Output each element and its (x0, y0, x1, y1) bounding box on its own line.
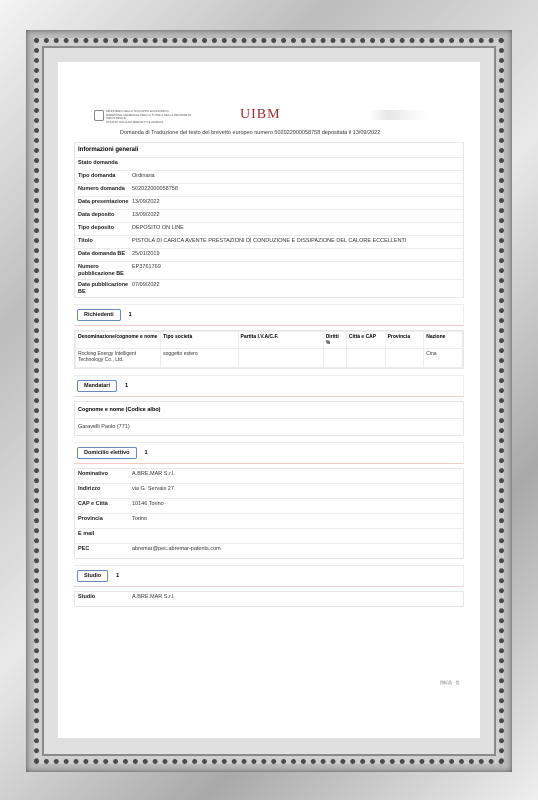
general-info-row-label: Data pubblicazione BE (78, 282, 129, 295)
ministry-heading (106, 110, 196, 124)
document-content (74, 107, 464, 613)
general-info-row-value: 13/09/2022 (132, 199, 160, 205)
document-page (58, 62, 480, 738)
general-info-row (75, 171, 463, 184)
general-info-row-label: Tipo domanda (78, 173, 116, 179)
richiedenti-table (75, 331, 463, 368)
general-info-row-label: Tipo deposito (78, 225, 114, 231)
general-info-row-label: Data deposito (78, 212, 115, 218)
general-info-row-value: 07/09/2022 (132, 282, 160, 288)
table-cell (346, 349, 385, 368)
mandatari-value: Garavelli Paolo (771) (78, 424, 130, 430)
mandatari-header: Cognome e nome (Codice albo) (75, 402, 463, 419)
domicilio-row-label: Nominativo (78, 471, 108, 477)
general-info-row (75, 236, 463, 249)
domicilio-row-value: Torino (132, 516, 147, 522)
domicilio-count: 1 (144, 450, 148, 456)
corner-stamp: 图标品 · 优 (440, 680, 460, 685)
domicilio-row-label: Provincia (78, 516, 103, 522)
general-info-row-value (130, 158, 463, 162)
domicilio-row (75, 544, 463, 558)
general-info-box (74, 142, 464, 298)
richiedenti-column-header: Tipo società (161, 332, 238, 349)
domicilio-row-label: PEC (78, 546, 90, 552)
document-subtitle: Domanda di Traduzione del testo del brevetto europeo numero 502022000058758 depositata il 13/09/2022 (120, 130, 381, 136)
general-info-row-value: Ordinaria (132, 173, 155, 179)
table-row (76, 349, 463, 368)
redacted-area (368, 110, 430, 120)
mandatari-box (74, 401, 464, 436)
general-info-row-label: Numero pubblicazione BE (78, 264, 124, 277)
general-info-row (75, 249, 463, 262)
domicilio-row-label: CAP e Città (78, 501, 108, 507)
domicilio-rows (75, 469, 463, 558)
general-info-row-value: EP3761769 (132, 264, 161, 270)
general-info-row-label: Data presentazione (78, 199, 129, 205)
general-info-row-value: 25/01/2019 (132, 251, 160, 257)
studio-count: 1 (116, 573, 120, 579)
richiedenti-column-header: Denominazione/cognome e nome (76, 332, 161, 349)
ministry-line-3: UFFICIO ITALIANO BREVETTI E MARCHI (106, 119, 164, 124)
general-info-row-label: Titolo (78, 238, 93, 244)
general-info-row (75, 197, 463, 210)
studio-rows (75, 592, 463, 606)
studio-section-header (74, 565, 464, 587)
uibm-logo: UIBM (240, 107, 281, 122)
table-cell (385, 349, 424, 368)
studio-row-label: Studio (78, 594, 96, 600)
mandatari-button[interactable]: Mandatari (77, 380, 117, 392)
domicilio-box (74, 468, 464, 559)
table-cell: soggetto estero (161, 349, 238, 368)
domicilio-row (75, 514, 463, 529)
studio-row-value: A.BRE.MAR S.r.l. (132, 594, 175, 600)
general-info-row (75, 210, 463, 223)
general-info-row-value: 13/09/2022 (132, 212, 160, 218)
general-info-row (75, 223, 463, 236)
general-info-title: Informazioni generali (75, 143, 463, 158)
mandatari-section-header (74, 375, 464, 397)
richiedenti-column-header: Nazione (424, 332, 463, 349)
general-info-row-value: 502022000058758 (132, 186, 178, 192)
domicilio-button[interactable]: Domicilio elettivo (77, 447, 137, 459)
general-info-rows (75, 158, 463, 297)
general-info-row-label: Numero domanda (78, 186, 125, 192)
studio-row (75, 592, 463, 606)
domicilio-row-value: A.BRE.MAR S.r.l. (132, 471, 175, 477)
richiedenti-count: 1 (128, 312, 132, 318)
richiedenti-table-box (74, 330, 464, 369)
table-cell: Rocking Energy Intelligent Technology Co., Ltd. (76, 349, 161, 368)
general-info-row (75, 280, 463, 297)
general-info-row (75, 158, 463, 171)
domicilio-row-value: via G. Servais 27 (132, 486, 174, 492)
general-info-row-label: Data domanda BE (78, 251, 126, 257)
domicilio-row-value: abremar@pec.abremar-patents.com (132, 546, 221, 552)
richiedenti-header-row (76, 332, 463, 349)
general-info-row (75, 262, 463, 280)
richiedenti-column-header: Partita I.V.A/C.F. (238, 332, 323, 349)
ministry-line-2: DIREZIONE GENERALE PER LA TUTELA DELLA PROPRIETA' INDUSTRIALE (106, 112, 192, 121)
ministry-line-1: MINISTERO DELLO SVILUPPO ECONOMICO (106, 109, 169, 113)
general-info-row (75, 184, 463, 197)
richiedenti-column-header: Provincia (385, 332, 424, 349)
mandatari-count: 1 (124, 383, 129, 389)
domicilio-row (75, 484, 463, 499)
richiedenti-column-header: Diritti % (323, 332, 346, 349)
domicilio-row (75, 469, 463, 484)
domicilio-row (75, 529, 463, 544)
table-cell (238, 349, 323, 368)
domicilio-row-label: Indirizzo (78, 486, 101, 492)
domicilio-row-value: 10146 Torino (132, 501, 164, 507)
studio-button[interactable]: Studio (77, 570, 108, 582)
richiedenti-section-header (74, 304, 464, 326)
richiedenti-column-header: Città e CAP (346, 332, 385, 349)
general-info-row-value: DEPOSITO ON LINE (132, 225, 184, 231)
domicilio-row (75, 499, 463, 514)
richiedenti-button[interactable]: Richiedenti (77, 309, 121, 321)
domicilio-section-header (74, 442, 464, 464)
general-info-row-value: PISTOLA DI CARICA AVENTE PRESTAZIONI DI CONDUZIONE E DISSIPAZIONE DEL CALORE ECCELLENTI (132, 238, 407, 244)
table-cell (323, 349, 346, 368)
document-header (74, 107, 464, 142)
republic-emblem-icon (94, 110, 104, 121)
table-cell: Cina (424, 349, 463, 368)
richiedenti-body (76, 349, 463, 368)
general-info-row-label: Stato domanda (78, 160, 118, 166)
studio-box (74, 591, 464, 607)
domicilio-row-label: E mail (78, 531, 95, 537)
domicilio-row-value (130, 529, 463, 533)
